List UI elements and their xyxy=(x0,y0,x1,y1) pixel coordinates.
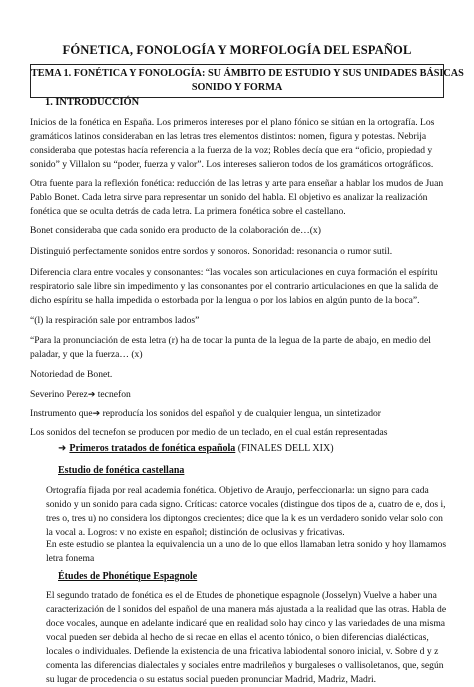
paragraph-segundo-tratado xyxy=(46,589,446,687)
text-line xyxy=(30,387,446,402)
text-line: fonética que se oculta detrás de cada letra. La primera fonética sobre el castellano. xyxy=(30,206,346,217)
text-line: Pablo Bonet. Cada letra sirve para representar un sonido del habla. El objetivo es analizar la realización xyxy=(30,192,428,203)
topic-line-2: SONIDO Y FORMA xyxy=(191,82,283,93)
paragraph-distinguio xyxy=(30,245,446,259)
text-line: vocal pueden ser debida al hecho de si recae en ellas el acento tónico, o bien diferencias dialécticas, xyxy=(46,632,429,643)
paragraph-severino xyxy=(30,387,446,402)
bullet-heading-rest: (FINALES DELL XIX) xyxy=(235,443,334,454)
text-line: El segundo tratado de fonética es el de Etudes de phonetique espagnole (Josselyn) Vuelve a haber una xyxy=(46,590,437,601)
text-line: consideraba que potestas hacía referencia a la fuerza de la voz; Robles decía que era “oficio, propiedad y xyxy=(30,145,433,156)
paragraph-teclado xyxy=(30,426,446,440)
topic-box xyxy=(30,64,464,98)
text-line: Ortografía fijada por real academia fonética. Objetivo de Araujo, perfeccionarla: un signo para cada xyxy=(46,485,429,496)
text-line: paladar, y que la fuerza… (x) xyxy=(30,349,143,360)
tecnefon-label: tecnefon xyxy=(95,389,131,400)
text-line: comenta las diferencias dialectales y sociales entre madrileños y burgaleses o vallisoletanos, que, según xyxy=(46,660,444,671)
text-line: respiratorio sale libre sin impedimento y las consonantes por el contrario articulaciones en que la salida de xyxy=(30,281,439,292)
text-line: la vocal a. Logros: v no existe en español; distinción de oclusivas y fricativas. xyxy=(46,527,345,538)
text-line: su lugar de procedencia o su estatus social pueden pronunciar Madrid, Madriz, Madri. xyxy=(46,674,377,685)
paragraph-quote-l xyxy=(30,314,446,328)
severino-label: Severino Perez xyxy=(30,389,88,400)
bullet-heading xyxy=(58,443,334,454)
text-line: gramáticos latinos consideraban en las letras tres elementos distintos: nomen, figura y potestas. Nebrija xyxy=(30,131,427,142)
paragraph-instrumento xyxy=(30,406,446,421)
paragraph-otra-fuente xyxy=(30,177,446,219)
section-heading-introduccion: 1. INTRODUCCIÓN xyxy=(45,97,140,108)
paragraph-bonet xyxy=(30,224,446,238)
document-title: FÓNETICA, FONOLOGÍA Y MORFOLOGÍA DEL ESPAÑOL xyxy=(62,43,412,57)
text-line: tres o, tres u) no considera los diptongos crecientes; dice que la k es un verdadero sonido velar solo con xyxy=(46,513,443,524)
bullet-heading-bold: Primeros tratados de fonética española xyxy=(69,443,236,454)
right-arrow-icon: ➔ xyxy=(87,389,96,399)
paragraph-diferencia xyxy=(30,266,446,308)
text-line: Notoriedad de Bonet. xyxy=(30,369,113,380)
text-line: Los sonidos del tecnefon se producen por medio de un teclado, en el cual están representadas xyxy=(30,427,388,438)
text-line: Diferencia clara entre vocales y consonantes: “las vocales son articulaciones en cuya formación el espíritu xyxy=(30,267,438,278)
text-line: sonido” y Villalon su “poder, fuerza y valor”. Los intereses salieron todos de los gramáticos ortográficos. xyxy=(30,159,434,170)
paragraph-inicios xyxy=(30,116,446,172)
paragraph-notoriedad xyxy=(30,368,446,382)
text-line: En este estudio se plantea la equivalencia un a uno de lo que ellos llamaban letra sonido y hoy llamamos xyxy=(46,539,447,550)
instrumento-rest: reproducía los sonidos del español y de cualquier lengua, un sintetizador xyxy=(100,408,381,419)
text-line: “(l) la respiración sale por entrambos lados” xyxy=(30,315,200,326)
subheading-etudes: Études de Phonétique Espagnole xyxy=(58,571,198,582)
text-line: Otra fuente para la reflexión fonética: reducción de las letras y arte para enseñar a hablar los mudos de Juan xyxy=(30,178,444,189)
paragraph-ortografia xyxy=(46,484,446,540)
instrumento-label: Instrumento que xyxy=(30,408,93,419)
text-line xyxy=(30,406,446,421)
text-line: doce vocales, aunque en adelante indicaré que en realidad solo hay cinco y las variedades de una misma xyxy=(46,618,446,629)
text-line: locales o individuales. Defiende la existencia de una fricativa labiodental sonoro inicial, v. Sobre d y z xyxy=(46,646,439,657)
text-line: “Para la pronunciación de esta letra (r) ha de tocar la punta de la legua de la parte de abajo, en medio del xyxy=(30,335,431,346)
text-line: Bonet consideraba que cada sonido era producto de la colaboración de…(x) xyxy=(30,225,321,236)
arrow-bullet-icon: ➜ xyxy=(58,443,67,454)
text-line: letra fonema xyxy=(46,553,95,564)
paragraph-equivalencia xyxy=(46,538,446,566)
topic-line-1: TEMA 1. FONÉTICA Y FONOLOGÍA: SU ÁMBITO DE ESTUDIO Y SUS UNIDADES BÁSICAS xyxy=(31,68,464,79)
text-line: sonido y un sonido para cada signo. Críticas: catorce vocales (distingue dos tipos de a, cuatro de e, dos i, xyxy=(46,499,446,510)
text-line: Distinguió perfectamente sonidos entre sordos y sonoros. Sonoridad: resonancia o rumor sutil. xyxy=(30,246,393,257)
text-line: Inicios de la fonética en España. Los primeros intereses por el plano fónico se sitúan en la ortografía. Los xyxy=(30,117,435,128)
text-line: caracterización de l sonidos del español de una manera más ajustada a la realidad que las otras. Habla de xyxy=(46,604,447,615)
subheading-estudio: Estudio de fonética castellana xyxy=(58,465,185,476)
paragraph-quote-r xyxy=(30,334,446,362)
text-line: dicho espíritu se halla impedida o estorbada por la lengua o por los labios en algún punto de la boca”. xyxy=(30,295,420,306)
right-arrow-icon: ➔ xyxy=(92,408,101,418)
